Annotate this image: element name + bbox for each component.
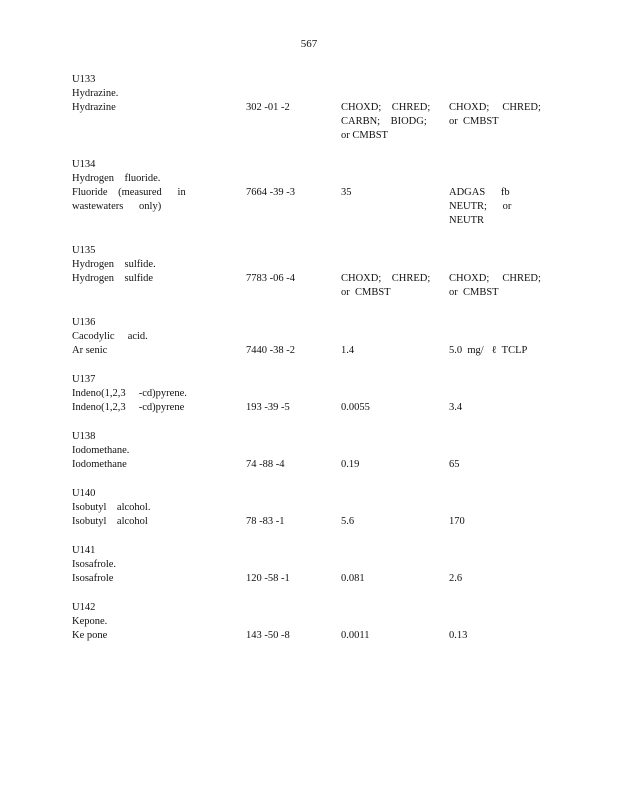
wastewater-line: or CMBST [341, 130, 388, 141]
waste-name: Cacodylic acid. [72, 331, 148, 342]
waste-code: U137 [72, 374, 96, 385]
nonwastewater-line: 5.0 mg/ ℓ TCLP [449, 345, 528, 356]
wastewater-line: CHOXD; CHRED; [341, 102, 431, 113]
nonwastewater-standard [449, 344, 535, 358]
nonwastewater-line: CHOXD; CHRED; [449, 273, 541, 284]
wastewater-line: 5.6 [341, 516, 355, 527]
waste-code-cell [72, 244, 180, 286]
nonwastewater-line: 2.6 [449, 573, 463, 584]
wastewater-line: CHOXD; CHRED; [341, 273, 431, 284]
cas-number: 120 -58 -1 [246, 573, 290, 584]
constituent: Fluoride (measured in [72, 187, 186, 198]
nonwastewater-line: 65 [449, 459, 460, 470]
wastewater-standard [341, 101, 431, 143]
wastewater-standard [341, 401, 425, 415]
cas-number: 7664 -39 -3 [246, 187, 295, 198]
waste-code: U135 [72, 245, 96, 256]
wastewater-line: 1.4 [341, 345, 355, 356]
wastewater-standard [341, 272, 431, 300]
page-number: 567 [300, 38, 318, 50]
waste-code-cell [72, 544, 180, 586]
wastewater-line: 35 [341, 187, 352, 198]
nonwastewater-standard [449, 401, 535, 415]
waste-code: U138 [72, 431, 96, 442]
constituent: Ar senic [72, 345, 108, 356]
wastewater-standard [341, 629, 425, 643]
waste-name: Hydrogen fluoride. [72, 173, 161, 184]
nonwastewater-standard [449, 272, 541, 300]
waste-name: Indeno(1,2,3 -cd)pyrene. [72, 388, 187, 399]
cas-number: 7440 -38 -2 [246, 345, 295, 356]
waste-name: Iodomethane. [72, 445, 130, 456]
nonwastewater-line: NEUTR; or [449, 201, 512, 212]
nonwastewater-standard [449, 101, 541, 129]
wastewater-standard [341, 458, 425, 472]
cas-number: 302 -01 -2 [246, 102, 290, 113]
nonwastewater-line: ADGAS fb [449, 187, 510, 198]
waste-code: U140 [72, 488, 96, 499]
wastewater-line: 0.19 [341, 459, 360, 470]
waste-code-cell [72, 316, 180, 358]
cas-number: 7783 -06 -4 [246, 273, 295, 284]
waste-name: Hydrazine. [72, 88, 119, 99]
waste-code: U133 [72, 74, 96, 85]
waste-name: Isosafrole. [72, 559, 117, 570]
cas-number: 193 -39 -5 [246, 402, 290, 413]
nonwastewater-standard [449, 458, 535, 472]
constituent: wastewaters only) [72, 201, 162, 212]
waste-code: U141 [72, 545, 96, 556]
nonwastewater-standard [449, 515, 535, 529]
nonwastewater-line: NEUTR [449, 215, 484, 226]
constituent: Hydrazine [72, 102, 116, 113]
waste-code-cell [72, 601, 180, 643]
nonwastewater-line: CHOXD; CHRED; [449, 102, 541, 113]
nonwastewater-line: 0.13 [449, 630, 468, 641]
constituent: Isobutyl alcohol [72, 516, 148, 527]
cas-number: 74 -88 -4 [246, 459, 285, 470]
constituent: Hydrogen sulfide [72, 273, 154, 284]
wastewater-standard [341, 572, 425, 586]
nonwastewater-standard [449, 186, 535, 228]
constituent: Ke pone [72, 630, 108, 641]
waste-code: U136 [72, 317, 96, 328]
wastewater-line: 0.0011 [341, 630, 370, 641]
constituent: Iodomethane [72, 459, 127, 470]
nonwastewater-line: or CMBST [449, 116, 499, 127]
wastewater-line: CARBN; BIODG; [341, 116, 427, 127]
waste-code-cell [72, 487, 180, 529]
constituent: Isosafrole [72, 573, 114, 584]
cas-number: 143 -50 -8 [246, 630, 290, 641]
wastewater-line: or CMBST [341, 287, 391, 298]
cas-number: 78 -83 -1 [246, 516, 285, 527]
wastewater-standard [341, 344, 425, 358]
nonwastewater-standard [449, 572, 535, 586]
wastewater-standard [341, 515, 425, 529]
waste-code-cell [72, 373, 192, 415]
nonwastewater-standard [449, 629, 535, 643]
waste-name: Kepone. [72, 616, 108, 627]
wastewater-line: 0.081 [341, 573, 365, 584]
waste-code-cell [72, 430, 180, 472]
nonwastewater-line: 3.4 [449, 402, 463, 413]
wastewater-standard [341, 186, 425, 200]
waste-name: Hydrogen sulfide. [72, 259, 156, 270]
nonwastewater-line: or CMBST [449, 287, 499, 298]
waste-name: Isobutyl alcohol. [72, 502, 151, 513]
waste-code: U142 [72, 602, 96, 613]
waste-code-cell [72, 158, 186, 214]
wastewater-line: 0.0055 [341, 402, 370, 413]
nonwastewater-line: 170 [449, 516, 465, 527]
waste-code-cell [72, 73, 180, 115]
waste-code: U134 [72, 159, 96, 170]
constituent: Indeno(1,2,3 -cd)pyrene [72, 402, 185, 413]
